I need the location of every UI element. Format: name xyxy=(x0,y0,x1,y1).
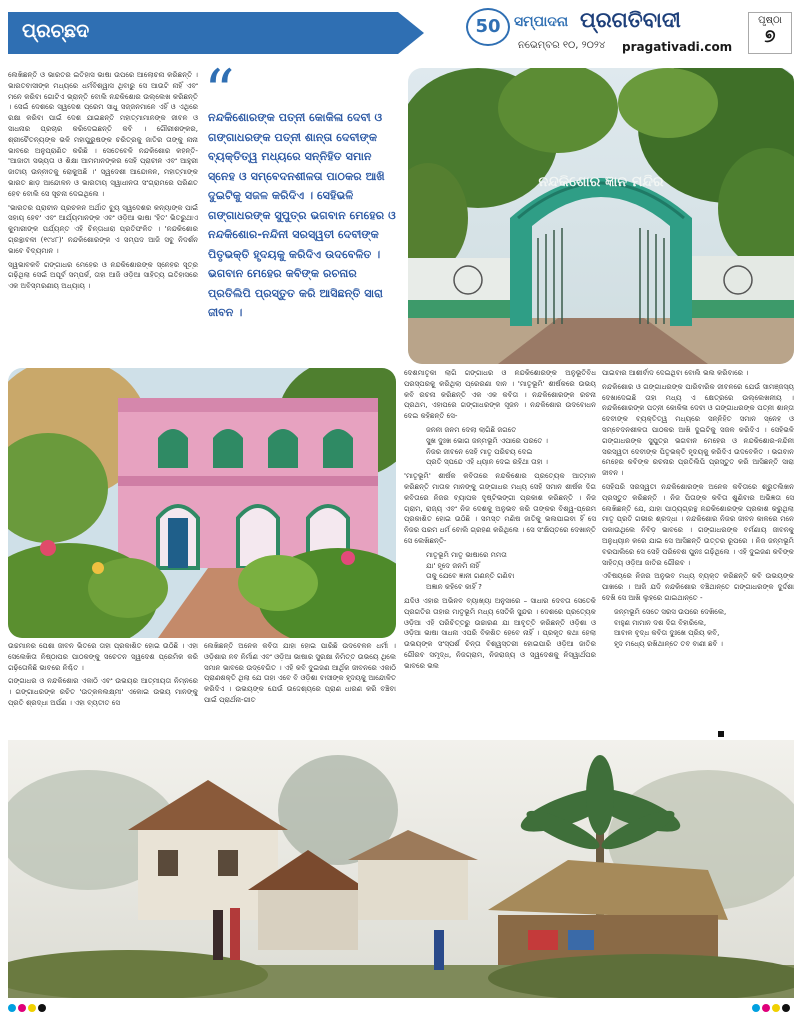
paragraph: ନନ୍ଦକିଶୋର ଓ ଗଙ୍ଗାଧରଙ୍କ ପାରିବାରିକ ଜୀବନରେ ଯେଉଁ ସାମଞ୍ଜସ୍ୟ ଦେଖାଦେଇଛି ତାହା ମଧ୍ୟ ଏ କ୍ଷେତ୍ରରେ ଉଲ୍ଲେଖନୀୟ । ନନ୍ଦକିଶୋରଙ୍କ ପତ୍ନୀ କୋକିଳା ଦେବୀ ଓ ଗଙ୍ଗାଧରଙ୍କ ପତ୍ନୀ ଶାନ୍ତା ଦେବୀଙ୍କ ବ୍ୟକ୍ତିତ୍ୱ ମଧ୍ୟରେ ସନ୍ନିହିତ ସମାନ ସ୍ନେହ ଓ ସମ୍ବେଦନଶୀଳତା ପାଠକର ଆଖି ଦୁଇଟିକୁ ସଜଳ କରିଦିଏ । ସେହିଭଳି ଗଙ୍ଗାଧରଙ୍କ ସୁପୁତ୍ର ଭଗବାନ ମେହେର ଓ ନନ୍ଦକିଶୋର-ନନ୍ଦିନୀ ସରସ୍ୱତୀ ଦେବୀଙ୍କ ପିତୃଭକ୍ତି ହୃଦୟକୁ କରିଦିଏ ଉଦବେଳିତ । ଭଗବାନ ମେହେର କବିଙ୍କ ରଚନାର ପ୍ରତିଲିପି ପ୍ରସ୍ତୁତ କରି ଆସିଛନ୍ତି ସାରା ଜୀବନ । xyxy=(602,381,794,478)
paragraph: ଯଦିଓ ଏହାର ଅଭିନବ ବ୍ୟାଖ୍ୟା ଅନୁସାରେ – ସାଧାର ଦେବତା ସେତେକି ପ୍ରଗତିର ତାହାର ମାତୃଭୂମି ମଧ୍ୟ ସେତିକି ସୁନ୍ଦର । ଦେଶରେ ପ୍ରତ୍ୟେକ ଓଡ଼ିଆ ଏହି ପରିଚିତ୍ତରୁ ଉଚ୍ଚାରଣ ଯା ଆବୃତ୍ତି କରିଛନ୍ତି ଓଡ଼ିଶା ଓ ଓଡ଼ିଆ ଭାଷା ସାଧନା ଏପରି ବିକଶିତ ହେବେ ନାହିଁ । ପ୍ରକୃତ କଥା ହେଲା ଉଭୟଙ୍କ ସଂସ୍ପର୍ଶ ଚିନ୍ତା ବିଶ୍ୱସ୍ତରୀ ହୋଇପାରି ଓଡ଼ିଆ ଜାତିର ଗୌରବ ସମୃଦ୍ଧ, ନିଜଗ୍ରାମ, ନିଜରାଜ୍ୟ ଓ ସ୍ୱଦେଶକୁ ନିସ୍ୱାର୍ଥପର ଭାବରେ ଭଲ xyxy=(404,595,596,670)
quote-mark-icon: “ xyxy=(204,57,235,127)
article-column-3 xyxy=(404,368,596,737)
paragraph: ଏବିଷୟରେ ନିଜର ଅନୁଭବ ମଧ୍ୟ ବ୍ୟକ୍ତ କରିଛନ୍ତି କବି ଉଭୟଙ୍କ ପାଖରେ । ଆଜି ଯଦି ନନ୍ଦକିଶୋର ବଞ୍ଚିଥାନ୍ତେ ଗଙ୍ଗାଧରଙ୍କ ଦୁର୍ଦ୍ଦଶା ଦେଖି ସେ ଆଖି ଲୁହରେ ଗାଇଥାନ୍ତେ - xyxy=(602,571,794,602)
site-url: pragativadi.com xyxy=(622,40,733,54)
article-column-1-bottom xyxy=(8,641,198,737)
paragraph: ସେହିପରି ସରସ୍ୱତୀ ନନ୍ଦକିଶୋରଙ୍କ ଅନେକ କବିତାରେ ଶ୍ରୁତଲିଖନ ପ୍ରସ୍ତୁତ କରିଛନ୍ତି । ନିଜ ପିତାଙ୍କ କବିତା ଶୁଣିବାର ଅଭିଜ୍ଞତା ସେ ଲେଖିଛନ୍ତି ଯେ, ଯାହା ପାଠ୍ୟଗ୍ରନ୍ଥ ନନ୍ଦକିଶୋରଙ୍କ ପ୍ରକାଶ କରୁଥିଲା ମାତୃ ପ୍ରତି ଗଭୀର ଶ୍ରଦ୍ଧା । ନନ୍ଦକିଶୋର ନିଜର ଜୀବନ କାଳରେ ମନେ ପକାଉଥିଲେ ନିବିଡ଼ ଭାବରେ । ଗଙ୍ଗାଧରଙ୍କ ବର୍ମଣାୟ ଜୀବନକୁ ଅନୁଧ୍ୟାନ କରେ ଯାଇ ସେ ଆସିଛନ୍ତି ଉତ୍ତର ରୂପରେ । ନିଜ ଜନ୍ମଭୂମି ବରପାଲିରେ ସେ ସେହି ପରିବେଶ ପୁନଃ ଗଢ଼ିଥିଲେ । ଏହି ଦୁଇଜଣ କବିଙ୍କ ସାହିତ୍ୟ ଓଡ଼ିଆ ଜାତିର ଗୌରବ । xyxy=(602,481,794,567)
poem-line: ପ୍ରତି ସ୍ପନ୍ଦେ ଏହି ଧ୍ୟାନ ଦେଇ ରହିଥା ତାହା । xyxy=(426,457,548,467)
page-number: ୭ xyxy=(764,26,776,47)
house-photo xyxy=(8,368,396,638)
section-title: ପ୍ରଚ୍ଛଦ xyxy=(8,12,398,54)
poem-line: ଯା' ହୃଦେ ଜନମି ନାହିଁ xyxy=(426,560,480,570)
masthead xyxy=(466,6,741,58)
print-registration-strip xyxy=(0,1004,800,1014)
poem-verse xyxy=(602,607,794,650)
registration-dot xyxy=(752,1004,760,1012)
poem-line: ଅଜ୍ଞାନ କହିବେ କାହିଁ ? xyxy=(426,582,482,592)
paragraph: ପାଇବାର ଆଶୀର୍ବାଦ ଦେଇଥିବା ବୋଲି ଭଲ କରିବାରେ । xyxy=(602,368,749,377)
poem-line: ବାହୁଣ ମାମାନ ଦଶ ଦିଗ ବିହାରିଲେ, xyxy=(614,617,707,627)
paragraph: 'ମାତୃଭୂମି' ଶୀର୍ଷକ କବିତାରେ ନନ୍ଦକିଶୋର ପ୍ରତ୍ୟେକ ଆତ୍ମାନ କରିଛନ୍ତି ମାତାକ ମାନଙ୍କୁ ଗଙ୍ଗାଧର ମଧ୍ୟ ସେହି ସମାନ ଶୀର୍ଷକ ଦିଗ କବିତାରେ ନିଜର ବ୍ୟାପକ ଦୃଷ୍ଟିଭଙ୍ଗୀ ପ୍ରକାଶ କରିଛନ୍ତି । ନିଜ ଗ୍ରାମ, ରାଜ୍ୟ ଏବଂ ନିଜ ଦେଶକୁ ଅନୁଭବ କରି ତାଙ୍କର ବିଶ୍ୱ-ପ୍ରେମ ପ୍ରକାଶିତ ହୋଇ ଉଠିଛି । ସମସ୍ତ ମଣିଷ ଜାତିକୁ ଭଲପାଇବା ହିଁ ସେ ନିଜର ପରମ ଧର୍ମ ବୋଲି ଗ୍ରହଣ କରିଥିଲେ । ସେ ସଂକ୍ଷିପ୍ତରେ ଦେଖାନ୍ତି ସେ ଲେଖିଛନ୍ତି- xyxy=(404,471,596,545)
gate-photo xyxy=(408,68,794,364)
poem-line: ଜନନୀ ଜନମ ଦେଲା ଲାଗିଛି ଜଗତେ xyxy=(426,424,517,434)
brand-lead: ସମ୍ପାଦନା xyxy=(514,14,569,30)
registration-dot xyxy=(38,1004,46,1012)
paragraph: ସ୍ୱଭାବକବି ଗଙ୍ଗାଧର ମେହେର ଓ ନନ୍ଦକିଶୋରଙ୍କ ସ୍ନେହର ସୂତ୍ର ଗଢ଼ିଥିଲା ସେଇଁ ଅପୂର୍ବ ସମ୍ପର୍କ, ତାହା ଆଜି ଓଡ଼ିଆ ସାହିତ୍ୟ ଇତିହାସରେ ଏକ ଅବିସ୍ମରଣୀୟ ଅଧ୍ୟାୟ । xyxy=(8,259,198,291)
paragraph: ଉଚ୍ଚମାନର ପେଶା ଜୀବନ ଭିତରେ ତାହା ପ୍ରକାଶିତ ହୋଇ ଉଠିଛି । ଏହା ସେଲେଖିତା ନିଷ୍ଠାପର ପାଠକଙ୍କୁ ସଚେତନ ସ୍ୱଦେଶ ପ୍ରେମିକ କରି ଗଢ଼ିତୋଳିଛି ଭାବରେ ନିଶ୍ଚିତ । xyxy=(8,641,198,672)
paragraph: 'ଭାରତର ପ୍ରାଚୀନ ପ୍ରଚଳନ ଅର୍ଥାତ ବ୍ୟୁ ସ୍ୱଦେଶର କନ୍ୟାଙ୍କ ପାଇଁ ସହାୟ ହେବ' ଏବଂ ଆର୍ଯ୍ୟମାନଙ୍କ ଏବଂ ଓଡ଼ିଆ ଭାଷା 'ହିତ' ଭିତରୁଥାଏ କୁମାରୀଙ୍କ ପର୍ଯ୍ୟନ୍ତ ଏହି ଚିନ୍ତାଧାରା ପ୍ରତିଫଳିତ । 'ନନ୍ଦକିଶୋର ଗ୍ରନ୍ଥାବଳୀ (୧୯୪୮)' ନନ୍ଦକିଶୋରଙ୍କ ଏ ସମ୍ପଦ ଆଜି ସବୁ ନିଦର୍ଶନ ଭାବେ ବିଦ୍ୟମାନ । xyxy=(8,202,198,255)
paragraph: ଦେଶମାତୃକା ଲାଗି ଗଙ୍ଗାଧର ଓ ନନ୍ଦକିଶୋରଙ୍କ ଅନୁଭୂତିବିଧ ପରସ୍ପରକୁ କରିଥିଲା ପ୍ରେରଣା ଦାନ । 'ମାତୃଭୂମି' ଶୀର୍ଷକରେ ଉଭୟ କବି ରଚନା କରିଛନ୍ତି ଏକ ଏକ କବିତା । ନନ୍ଦକିଶୋରଙ୍କ ରଚନା ପ୍ରଥମ, ଏହାପରେ ଗଙ୍ଗାଧରଙ୍କ ସୃଜନ । ନନ୍ଦକିଶୋର ଉଦବୋଧନ ଦେଇ କହିଛନ୍ତି ସେ- xyxy=(404,368,596,421)
brand-name: ପ୍ରଗତିବାଦୀ xyxy=(580,8,681,32)
poem-line: ଆବାଳ ବୃଦ୍ଧ କବିତା ଦୁଃଖେ ପ୍ରିୟ କବି, xyxy=(614,628,720,638)
poem-line: ମାତୃଭୂମି ମାତୃ ଭାଷାରେ ମମତା xyxy=(426,549,507,559)
paragraph: ଗଙ୍ଗାଧର ଓ ନନ୍ଦକିଶୋର ଏକାଠି ଏବଂ ଉଭୟର ଆତ୍ମୀୟତା ନିମ୍ନରେ । ଗଙ୍ଗାଧରଙ୍କ ରଚିତ 'ଉତ୍କଳଲକ୍ଷ୍ମୀ' ଏକୋଇ ଉଭୟ ମାନଙ୍କୁ ପ୍ରତି ଶ୍ରଦ୍ଧା ଅର୍ପଣ । ଏହା ବ୍ୟତୀତ ସେ xyxy=(8,676,198,707)
poem-line: ସୁଖ ଦୁଃଖ ଭୋଗ ଜନ୍ମଭୂମି ଏପାରେ ପରତେ । xyxy=(426,435,548,445)
registration-dot xyxy=(28,1004,36,1012)
page-number-box xyxy=(748,12,792,54)
registration-dot xyxy=(18,1004,26,1012)
gate-sign: ନନ୍ଦକିଶୋର ଜ୍ଞାନ ମନ୍ଦିର xyxy=(538,174,664,190)
paragraph: ଲେଖିଛନ୍ତି ଅନେକ କବିତା ଯାହା ହୋଇ ପାରିଛି ଉଦବେଳନ ଧର୍ମୀ । ଓଡ଼ିଶାର ନବ ନିର୍ମାଣ ଏବଂ ଓଡ଼ିଆ ଭାଷାର ସୁରକ୍ଷା ନିମିତ୍ତ ଉଭୟେ ଥିଲେ ସମାନ ଭାବରେ ଉଦ୍ବେଗିତ । ଏହି କବି ଦୁଇଜଣ ଆର୍ଥିକ ଜୀବନରେ ଏକାଠି ପ୍ରାଣଶକ୍ତି ଥିଲା ଯେ ତାହା ଏବେ ବି ଓଡ଼ିଶା ବାସୀଙ୍କ ହୃଦୟକୁ ଆନ୍ଦୋଳିତ କରିଦିଏ । ଉଭୟଙ୍କ ଯେଉଁ ଉଦ୍ଦେଶ୍ୟରେ ପ୍ରାଣ ଧାରଣ କରି ବଞ୍ଚିବା ପାଇଁ ପ୍ରାର୍ଥନା-ଗୀତ xyxy=(204,641,396,704)
poem-line: ଜନ୍ମଭୂମି ସେତେ ସରସ ଉପରେ ଦେଖିଲେ, xyxy=(614,606,727,616)
pull-quote xyxy=(204,57,400,350)
registration-dot xyxy=(762,1004,770,1012)
registration-dot xyxy=(772,1004,780,1012)
page-header xyxy=(0,0,800,62)
issue-date: ନଭେମ୍ବର ୧୦, ୨୦୨୪ xyxy=(518,40,606,51)
registration-dot xyxy=(782,1004,790,1012)
poem-line: ହୃଦ ମଧ୍ୟେ ରଖିଥାନ୍ତେ ତବ ବାଣୀ ଛବି । xyxy=(614,639,723,649)
article-column-4 xyxy=(602,368,794,730)
poem-verse xyxy=(404,425,596,468)
paragraph: ଲେଖିଛନ୍ତି ଓ ଭାରତର ଇତିହାସ ଭାଷା ଉପରେ ଆଲୋଚନା କରିଛନ୍ତି । ଭାରତବାସୀଙ୍କ ମଧ୍ୟରେ ଧର୍ମବିଶ୍ୱାସ ଥିବାରୁ ସେ ଆଉଟି ନାହିଁ ଏବଂ ମନେ କରିବା ଗୋଟିଏ ଭ୍ରାନ୍ତି ବୋଲି ନନ୍ଦକିଶୋର ଉଲ୍ଲେଖ କରିଛନ୍ତି । ସେଇଁ ଦେଶରେ ସ୍ୱଦେଶ ପ୍ରେମ ସାଧୁ ସଜ୍ଜନମାନେ ଏହିଁ ଓ ଏଥିରେ ରକ୍ଷା କରିବା ପାଇଁ ଦେଶ ଯାଇଛନ୍ତି ମହାତ୍ମାମାନଙ୍କ ଜୀବନ ଓ ସାଧନାର ପ୍ରଚାର କରିଦେଇଛନ୍ତି କବି । ଗୌରୀଶଙ୍କର, ଶ୍ରୀଚୈତନ୍ୟଙ୍କ ଭଳି ମହାପୁରୁଷଙ୍କ ଚରିତ୍ରକୁ ଜାତିର ତାଙ୍କୁ ନାନା ଭାବରେ ଅନୁପ୍ରାଣିତ କରିଛି । ସେତେବେଳି ନନ୍ଦକିଶୋର କହନ୍ତି- 'ଆଜାତୀ ସଭ୍ୟତା ଓ ଶିକ୍ଷା ଆମମାନଙ୍କର ସେହି ପ୍ରାଚୀନ ଏବଂ ଆହୁରୀ ଜାତୀୟ ଉନ୍ନୀତକୁ ରୋକୁଅଛି ।' ସ୍ୱଦେଶୀ ଆନ୍ଦୋଳନ, ମହାତ୍ମାଙ୍କ ଭାରତ ଛାଡ଼ ଆନ୍ଦୋଳନ ଓ ଭାରତୀୟ ସ୍ୱାଧୀନତା ସଂଗ୍ରାମରେ ପରିଣତ ହେବ ବୋଲି ସେ ସୂଚନା ଦେଇଥିଲେ । xyxy=(8,70,198,198)
article-column-2-bottom xyxy=(204,641,396,737)
article-end-mark xyxy=(718,731,724,737)
anniversary-logo: 50 xyxy=(466,8,510,46)
poem-verse xyxy=(404,550,596,593)
poem-line: ନିଜର ଜୀବନେ ସେହି ମାତୃ ପରିଚୟ ଦେଇ xyxy=(426,446,533,456)
article-column-1 xyxy=(8,70,198,362)
village-painting xyxy=(8,740,794,998)
pull-quote-text: ନନ୍ଦକିଶୋରଙ୍କ ପତ୍ନୀ କୋକିଳା ଦେବୀ ଓ ଗଙ୍ଗାଧରଙ୍କ ପତ୍ନୀ ଶାନ୍ତା ଦେବୀଙ୍କ ବ୍ୟକ୍ତିତ୍ୱ ମଧ୍ୟରେ ସନ୍ନିହିତ ସମାନ ସ୍ନେହ ଓ ସମ୍ବେଦନଶୀଳତା ପାଠକର ଆଖି ଦୁଇଟିକୁ ସଜଳ କରିଦିଏ । ସେହିଭଳି ଗଙ୍ଗାଧରଙ୍କ ସୁପୁତ୍ର ଭଗବାନ ମେହେର ଓ ନନ୍ଦକିଶୋର-ନନ୍ଦିନୀ ସରସ୍ୱତୀ ଦେବୀଙ୍କ ପିତୃଭକ୍ତି ହୃଦୟକୁ କରିଦିଏ ଉଦବେଳିତ । ଭଗବାନ ମେହେର କବିଙ୍କ ରଚନାର ପ୍ରତିଲିପି ପ୍ରସ୍ତୁତ କରି ଆସିଛନ୍ତି ସାରା ଜୀବନ । xyxy=(208,111,396,319)
registration-dot xyxy=(8,1004,16,1012)
poem-line: ତାକୁ ଯେବେ ଜ୍ଞାନୀ ଗଣନ୍ତି ଗଣିବା xyxy=(426,571,515,581)
page-label: ପୃଷ୍ଠା xyxy=(758,15,782,26)
